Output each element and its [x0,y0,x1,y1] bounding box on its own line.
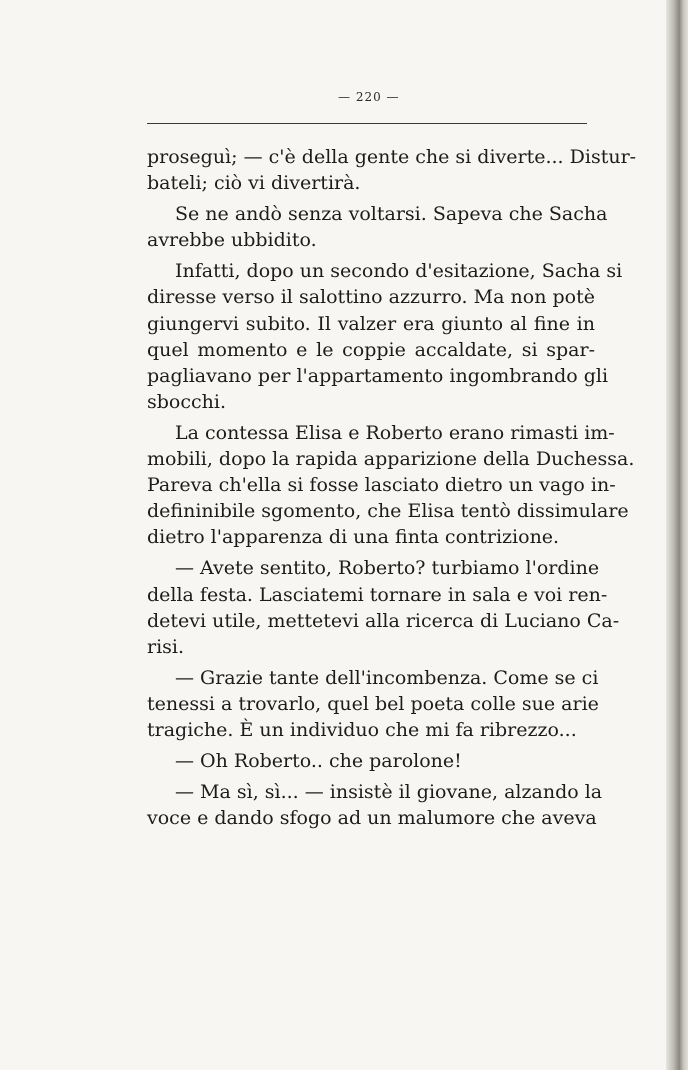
text-line: tenessi a trovarlo, quel bel poeta colle sue arie [147,692,599,715]
body-text [147,144,637,831]
text-line: diresse verso il salottino azzurro. Ma non potè [147,286,595,309]
text-line: defininibile sgomento, che Elisa tentò dissimulare [147,500,629,523]
text-line: — Avete sentito, Roberto? turbiamo l'ordine [175,557,600,580]
text-line: avrebbe ubbidito. [147,229,317,252]
page-binding-edge [666,0,688,1070]
text-line: — Ma sì, sì... — insistè il giovane, alzando la [175,781,603,804]
text-line: risi. [147,635,185,658]
text-line: giungervi subito. Il valzer era giunto al fine in [147,312,595,335]
text-line: La contessa Elisa e Roberto erano rimasti im- [175,421,615,444]
text-line: Infatti, dopo un secondo d'esitazione, Sacha si [175,260,623,283]
text-line: — Grazie tante dell'incombenza. Come se ci [175,666,599,689]
page-number: — 220 — [338,90,400,104]
text-line: voce e dando sfogo ad un malumore che aveva [147,807,597,830]
text-line: detevi utile, mettetevi alla ricerca di Luciano Ca- [147,609,620,632]
text-line: quel momento e le coppie accaldate, si spar- [147,338,595,361]
text-line: sbocchi. [147,390,226,413]
text-line: — Oh Roberto.. che parolone! [175,750,462,773]
text-line: tragiche. È un individuo che mi fa ribrezzo... [147,718,577,741]
text-line: della festa. Lasciatemi tornare in sala e voi ren- [147,583,608,606]
text-line: bateli; ciò vi divertirà. [147,172,361,195]
text-line: dietro l'apparenza di una finta contrizione. [147,526,560,549]
text-line: Pareva ch'ella si fosse lasciato dietro un vago in- [147,474,616,497]
text-line: mobili, dopo la rapida apparizione della Duchessa. [147,448,635,471]
text-line: pagliavano per l'appartamento ingombrando gli [147,364,609,387]
text-line: Se ne andò senza voltarsi. Sapeva che Sacha [175,203,608,226]
header-rule [147,123,587,124]
text-line: proseguì; — c'è della gente che si diverte... Distur- [147,146,637,168]
